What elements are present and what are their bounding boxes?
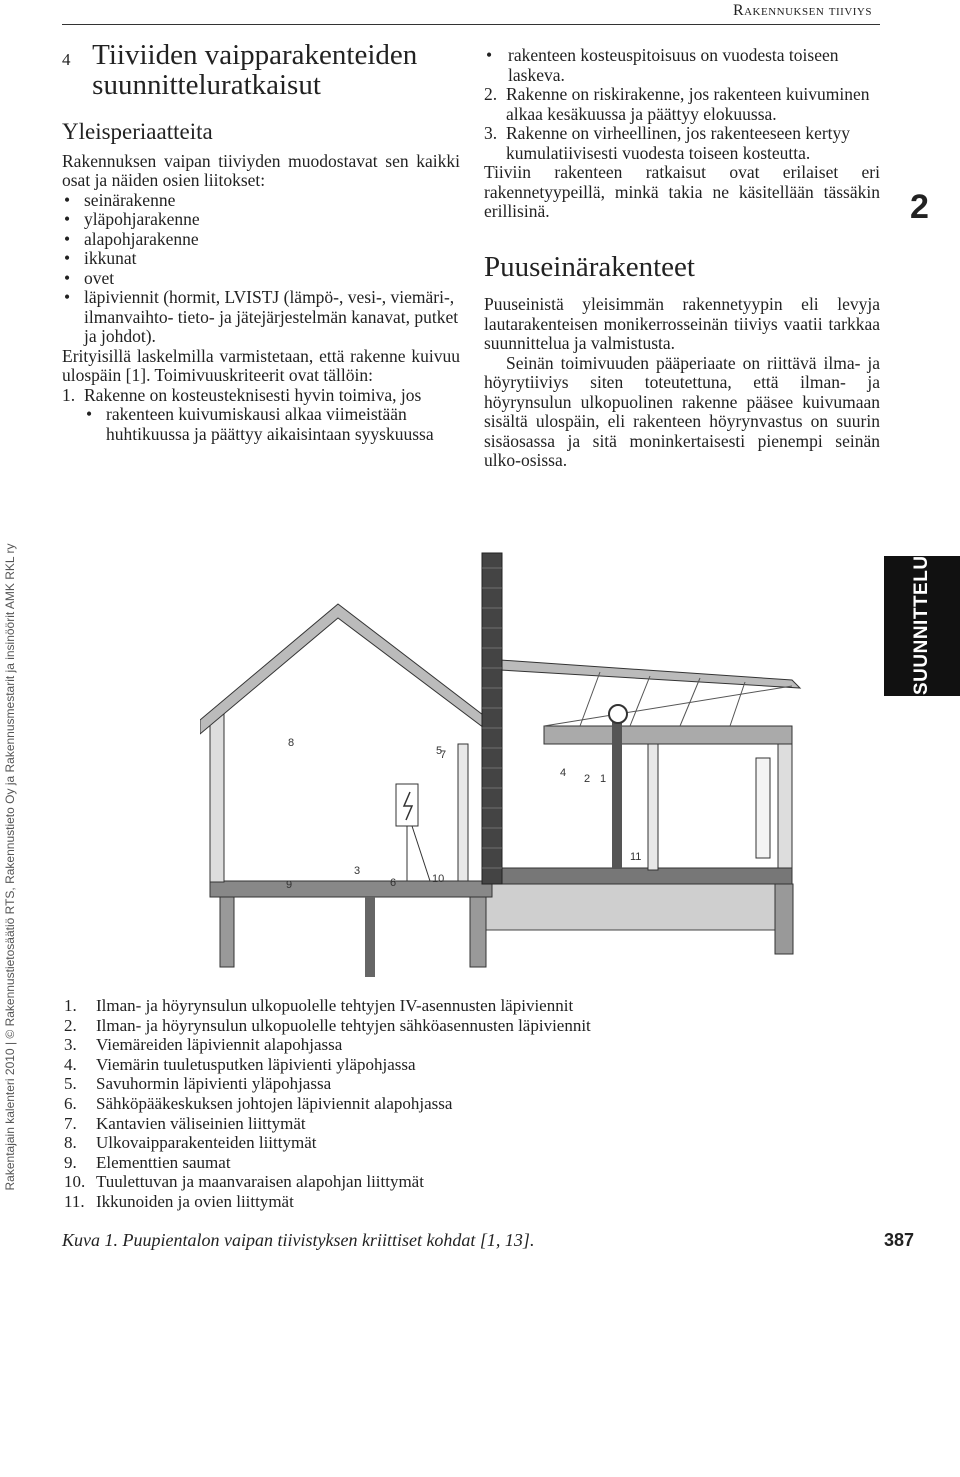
electric-panel [396, 784, 418, 826]
callout-label: 1 [600, 773, 607, 785]
chimney [482, 553, 502, 884]
section-name: SUUNNITTELU [911, 555, 932, 695]
criteria-item-3 [484, 124, 880, 163]
subheading: Yleisperiaatteita [62, 119, 213, 144]
left-column [62, 40, 460, 444]
criteria-sub-item: • rakenteen kuivumiskausi alkaa viimeistään huhtikuussa ja päättyy aikaisintaan syyskuussa [84, 405, 460, 444]
legend-number: 2. [64, 1015, 77, 1035]
cable [412, 826, 430, 881]
callout-label: 8 [288, 737, 295, 749]
wood-wall-paragraph: Puuseinistä yleisimmän rakennetyypin eli levyja lautarakenteisen monikerrosseinän tiiviys vaatii tarkkaa suunnittelua ja valmistusta. [484, 294, 880, 353]
legend-number: 8. [64, 1133, 77, 1153]
right-column [484, 46, 880, 471]
legend-text: Ulkovaipparakenteiden liittymät [96, 1133, 317, 1153]
criteria-sub-item: • rakenteen kosteuspitoisuus on vuodesta toiseen laskeva. [484, 46, 880, 85]
house-cross-section-figure [200, 548, 860, 996]
legend-number: 10. [64, 1172, 86, 1192]
legend-number: 1. [64, 996, 77, 1015]
criteria-number: 1. [62, 384, 76, 405]
legend-number: 3. [64, 1035, 77, 1055]
callout-label: 9 [286, 879, 293, 891]
section-number: 2 [910, 188, 929, 226]
callout-label: 3 [354, 865, 361, 877]
chapter-title: Tiiviiden vaipparakenteiden suunnitteluratkaisut [92, 39, 418, 101]
legend-item [64, 996, 764, 1016]
interior-wall [648, 744, 658, 870]
exterior-wall-right [778, 743, 792, 868]
legend-number: 11. [64, 1191, 85, 1211]
legend-number: 7. [64, 1113, 77, 1133]
legend-text: Sähköpääkeskuksen johtojen läpiviennit alapohjassa [96, 1093, 453, 1113]
intro-paragraph: Rakennuksen vaipan tiiviyden muodostavat sen kaikki osat ja näiden osien liitokset: [62, 150, 460, 190]
legend-text: Elementtien saumat [96, 1152, 231, 1172]
legend-item [64, 1133, 764, 1153]
legend-text: Ikkunoiden ja ovien liittymät [96, 1191, 294, 1211]
criteria-text: Rakenne on virheellinen, jos rakenteeseen kertyy kumulatiivisesti vuodesta toiseen kosteutta. [506, 123, 851, 163]
legend-item [64, 1055, 764, 1075]
sewer-pipe [365, 897, 375, 977]
legend-text: Viemärin tuuletusputken läpivienti yläpohjassa [96, 1054, 416, 1074]
callout-label: 10 [432, 873, 445, 885]
sidebar-credit: Rakentajain kalenteri 2010 | © Rakennustietosäätiö RTS, Rakennustieto Oy ja Rakennusmestarit ja insinöörit AMK RKL ry [3, 543, 17, 1191]
principle-paragraph: Seinän toimivuuden pääperiaate on riittävä ilma- ja höyrytiiviys siten toteutettuna, että ilman- ja höyrynsulun ulkopuolinen rakenne pääsee kuivumaan sisältä ulospäin, eli rakenteen höyrynvastus on suurin sisäosassa ja sitä moninkertaisesti pienempi seinän ulko-osissa. [484, 352, 880, 470]
list-item: • yläpohjarakenne [62, 210, 460, 230]
page-number: 387 [883, 1230, 914, 1250]
figure-caption: Kuva 1. Puupientalon vaipan tiivistyksen kriittiset kohdat [1, 13]. [62, 1230, 535, 1250]
legend-text: Ilman- ja höyrynsulun ulkopuolelle tehtyjen sähköasennusten läpiviennit [96, 1015, 591, 1035]
section-name-tab [884, 556, 960, 696]
list-item: • ovet [62, 269, 460, 289]
callout-label: 2 [584, 773, 591, 785]
foundation [470, 897, 486, 967]
header-rule [62, 24, 880, 25]
callout-label: 4 [560, 767, 567, 779]
legend-number: 5. [64, 1074, 77, 1094]
legend-item [64, 1153, 764, 1173]
roof-right [500, 660, 800, 688]
criteria-item-1 [62, 386, 460, 445]
exterior-wall-left [210, 714, 224, 882]
foundation [220, 897, 234, 967]
list-item: • ikkunat [62, 249, 460, 269]
legend-number: 4. [64, 1054, 77, 1074]
criteria-number: 2. [484, 84, 498, 104]
legend-text: Savuhormin läpivienti yläpohjassa [96, 1074, 332, 1094]
window [756, 758, 770, 858]
legend-text: Tuulettuvan ja maanvaraisen alapohjan liittymät [96, 1172, 424, 1192]
chapter-heading [62, 40, 460, 100]
legend-text: Kantavien väliseinien liittymät [96, 1113, 306, 1133]
solutions-paragraph: Tiiviin rakenteen ratkaisut ovat erilaiset eri rakennetyypeillä, minkä takia ne käsitellään tässäkin erillisinä. [484, 162, 880, 221]
list-item: • läpiviennit (hormit, LVISTJ (lämpö-, vesi-, viemäri-, ilmanvaihto- tieto- ja jätejärjestelmän kanavat, putket ja johdot). [62, 288, 460, 347]
callout-label: 6 [390, 877, 397, 889]
chapter-number: 4 [62, 50, 71, 69]
list-item: • seinärakenne [62, 191, 460, 211]
figure-legend [64, 996, 764, 1212]
foundation [775, 884, 793, 954]
component-list [62, 191, 460, 347]
floor-slab-left [210, 881, 492, 897]
list-item: • alapohjarakenne [62, 230, 460, 250]
criteria-text: Rakenne on riskirakenne, jos rakenteen kuivuminen alkaa kesäkuussa ja päättyy elokuussa. [506, 84, 870, 124]
callout-label: 5 [436, 745, 443, 757]
criteria-number: 3. [484, 123, 498, 143]
legend-item [64, 1114, 764, 1134]
roof-left [200, 604, 500, 740]
legend-item [64, 1074, 764, 1094]
ventilation-duct [609, 705, 627, 723]
legend-text: Viemäreiden läpiviennit alapohjassa [96, 1035, 343, 1055]
callout-label: 7 [440, 749, 447, 761]
section-tab [902, 162, 944, 267]
callout-label: 11 [630, 851, 642, 863]
legend-number: 6. [64, 1093, 77, 1113]
criteria-paragraph: Erityisillä laskelmilla varmistetaan, että rakenne kuivuu ulospäin [1]. Toimivuuskriteerit ovat tällöin: [62, 345, 460, 385]
ground-insulation [480, 884, 790, 930]
running-head: Rakennuksen tiiviys [732, 2, 872, 19]
legend-item [64, 1192, 764, 1212]
legend-text: Ilman- ja höyrynsulun ulkopuolelle tehtyjen IV-asennusten läpiviennit [96, 996, 574, 1015]
ceiling [544, 726, 792, 744]
legend-item [64, 1035, 764, 1055]
legend-item [64, 1094, 764, 1114]
interior-wall [458, 744, 468, 881]
floor-slab-right [492, 868, 792, 884]
legend-item [64, 1016, 764, 1036]
legend-number: 9. [64, 1152, 77, 1172]
legend-item [64, 1172, 764, 1192]
section-heading: Puuseinärakenteet [484, 250, 695, 283]
vent-pipe [612, 708, 622, 868]
criteria-item-2 [484, 85, 880, 124]
criteria-text: Rakenne on kosteusteknisesti hyvin toimiva, jos [84, 384, 422, 405]
